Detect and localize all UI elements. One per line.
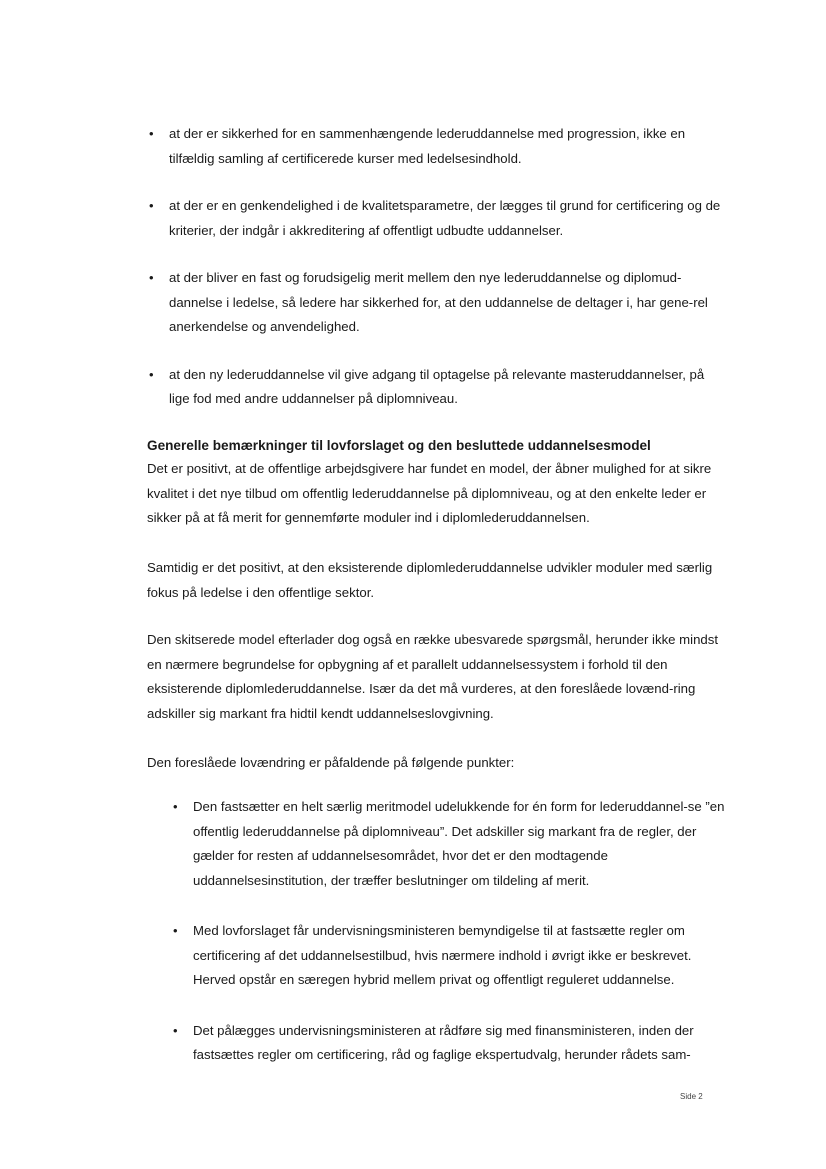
list-item	[171, 1019, 727, 1068]
bullet-icon: •	[149, 270, 154, 285]
list-item	[171, 919, 727, 993]
section-heading: Generelle bemærkninger til lovforslaget og den besluttede uddannelsesmodel	[147, 438, 651, 453]
bullet-icon: •	[149, 198, 154, 213]
points-bullet-list	[171, 795, 727, 1094]
bullet-text: Det pålægges undervisningsministeren at rådføre sig med finansministeren, inden der fastsættes regler om certificering, råd og faglige ekspertudvalg, herunder rådets sam-	[193, 1022, 694, 1062]
bullet-text: at der er en genkendelighed i de kvalitetsparametre, der lægges til grund for certificering og de kriterier, der indgår i akkreditering af offentligt udbudte uddannelser.	[169, 198, 721, 238]
paragraph: Den foreslåede lovændring er påfaldende på følgende punkter:	[147, 755, 515, 770]
bullet-icon: •	[173, 799, 178, 814]
page-number: Side 2	[680, 1092, 703, 1101]
paragraph: Det er positivt, at de offentlige arbejdsgivere har fundet en model, der åbner mulighed for at sikre kvalitet i det nye tilbud om offentlig lederuddannelse på diplomniveau, og at den enkelte leder er sikker på at få merit for gennemførte moduler ind i diplomlederuddannelsen.	[147, 461, 712, 525]
bullet-icon: •	[173, 1022, 178, 1038]
paragraph: Den skitserede model efterlader dog også en række ubesvarede spørgsmål, herunder ikke mindst en nærmere begrundelse for opbygning af et parallelt uddannelsessystem i forhold til den eksisterende diplomlederuddannelse. Især da det må vurderes, at den foreslåede lovænd-ring adskiller sig markant fra hidtil kendt uddannelseslovgivning.	[147, 632, 719, 721]
bullet-text: at der er sikkerhed for en sammenhængende lederuddannelse med progression, ikke en tilfældig samling af certificerede kurser med ledelsesindhold.	[169, 126, 686, 166]
list-item	[171, 795, 727, 893]
bullet-icon: •	[149, 126, 154, 141]
bullet-icon: •	[149, 366, 154, 382]
bullet-text: at der bliver en fast og forudsigelig merit mellem den nye lederuddannelse og diplomud-dannelse i ledelse, så ledere har sikkerhed for, at den uddannelse de deltager i, har gene-rel anerkendelse og anvendelighed.	[169, 270, 708, 334]
paragraph: Samtidig er det positivt, at den eksisterende diplomlederuddannelse udvikler moduler med særlig fokus på ledelse i den offentlige sektor.	[147, 560, 713, 600]
bullet-icon: •	[173, 923, 178, 938]
list-item	[147, 194, 727, 243]
bullet-text: at den ny lederuddannelse vil give adgang til optagelse på relevante masteruddannelser, på lige fod med andre uddannelser på diplomniveau.	[169, 366, 705, 406]
list-item	[147, 122, 727, 171]
bullet-text: Den fastsætter en helt særlig meritmodel udelukkende for én form for lederuddannel-se ”en offentlig lederuddannelse på diplomniveau”. Det adskiller sig markant fra de regler, der gælder for resten af uddannelsesområdet, hvor det er den modtagende uddannelsesinstitution, der træffer beslutninger om tildeling af merit.	[193, 799, 725, 888]
bullet-text: Med lovforslaget får undervisningsministeren bemyndigelse til at fastsætte regler om certificering af det uddannelsestilbud, hvis nærmere indhold i øvrigt ikke er beskrevet. Herved opstår en særegen hybrid mellem privat og offentligt reguleret uddannelse.	[193, 923, 692, 987]
requirements-bullet-list	[147, 122, 727, 435]
list-item	[147, 266, 727, 340]
list-item	[147, 363, 727, 412]
